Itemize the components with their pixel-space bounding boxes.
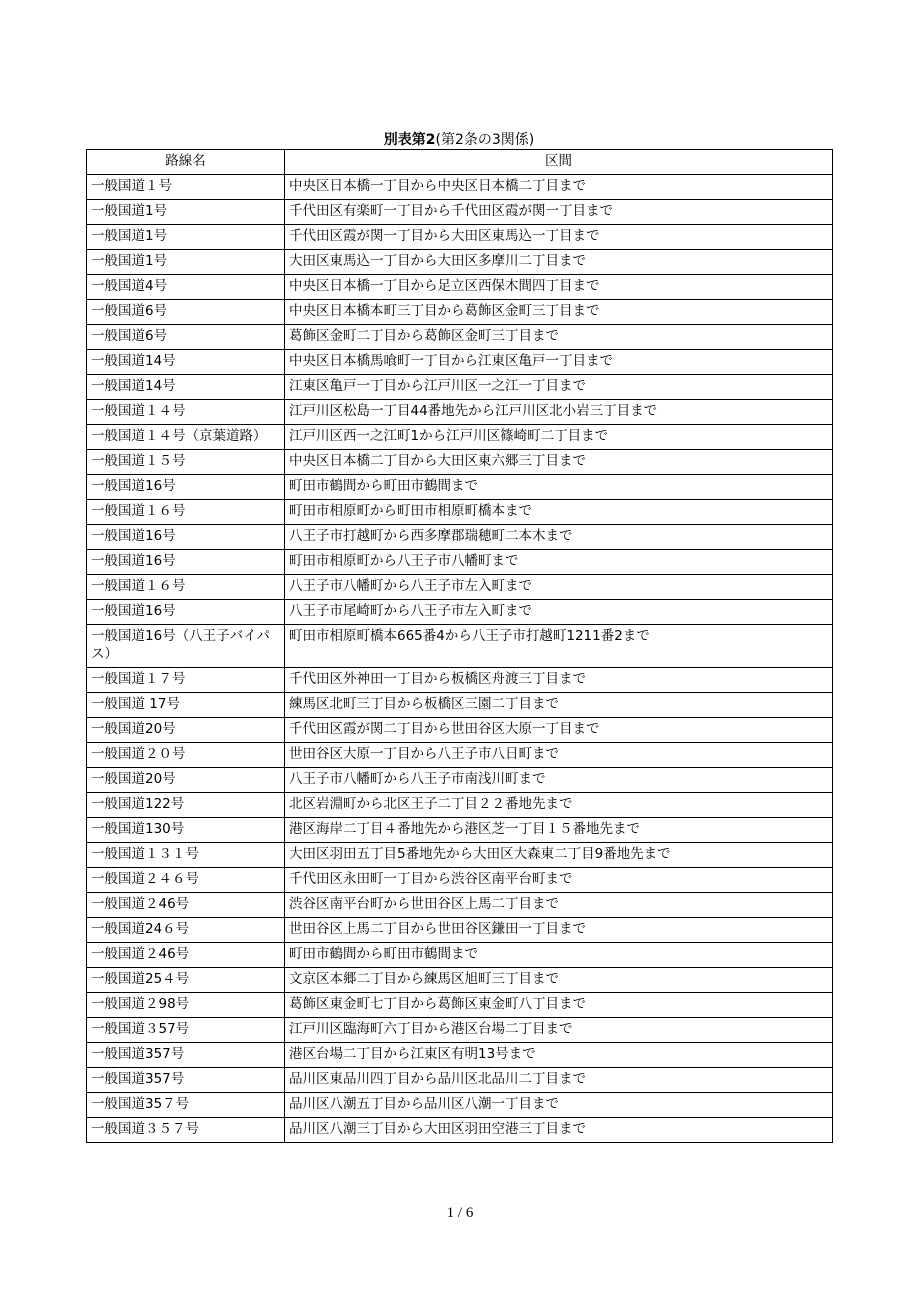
- table-row: [87, 550, 833, 575]
- section-cell: 世田谷区上馬二丁目から世田谷区鎌田一丁目まで: [285, 918, 833, 943]
- section-cell: 中央区日本橋馬喰町一丁目から江東区亀戸一丁目まで: [285, 350, 833, 375]
- section-cell: 港区台場二丁目から江東区有明13号まで: [285, 1043, 833, 1068]
- title-sub: (第2条の3関係): [435, 132, 535, 148]
- section-cell: 中央区日本橋一丁目から足立区西保木間四丁目まで: [285, 275, 833, 300]
- route-name-cell: 一般国道２０号: [87, 743, 285, 768]
- route-name-cell: 一般国道１７号: [87, 668, 285, 693]
- route-name-cell: 一般国道１６号: [87, 575, 285, 600]
- route-name-cell: 一般国道130号: [87, 818, 285, 843]
- section-cell: 八王子市打越町から西多摩郡瑞穂町二本木まで: [285, 525, 833, 550]
- header-section: 区間: [285, 150, 833, 175]
- section-cell: 北区岩淵町から北区王子二丁目２２番地先まで: [285, 793, 833, 818]
- section-cell: 世田谷区大原一丁目から八王子市八日町まで: [285, 743, 833, 768]
- section-cell: 江戸川区松島一丁目44番地先から江戸川区北小岩三丁目まで: [285, 400, 833, 425]
- route-name-cell: 一般国道３57号: [87, 1018, 285, 1043]
- table-row: [87, 693, 833, 718]
- route-name-cell: 一般国道14号: [87, 375, 285, 400]
- route-name-cell: 一般国道35７号: [87, 1093, 285, 1118]
- table-row: [87, 500, 833, 525]
- section-cell: 大田区東馬込一丁目から大田区多摩川二丁目まで: [285, 250, 833, 275]
- route-name-cell: 一般国道357号: [87, 1068, 285, 1093]
- section-cell: 町田市相原町橋本665番4から八王子市打越町1211番2まで: [285, 625, 833, 668]
- route-name-cell: 一般国道6号: [87, 325, 285, 350]
- section-cell: 千代田区永田町一丁目から渋谷区南平台町まで: [285, 868, 833, 893]
- route-name-cell: 一般国道20号: [87, 718, 285, 743]
- section-cell: 町田市鶴間から町田市鶴間まで: [285, 475, 833, 500]
- route-name-cell: 一般国道１６号: [87, 500, 285, 525]
- table-row: [87, 275, 833, 300]
- section-cell: 葛飾区金町二丁目から葛飾区金町三丁目まで: [285, 325, 833, 350]
- route-name-cell: 一般国道20号: [87, 768, 285, 793]
- table-row: [87, 868, 833, 893]
- section-cell: 町田市鶴間から町田市鶴間まで: [285, 943, 833, 968]
- table-row: [87, 175, 833, 200]
- table-row: [87, 225, 833, 250]
- route-name-cell: 一般国道357号: [87, 1043, 285, 1068]
- table-row: [87, 943, 833, 968]
- route-table: [86, 149, 833, 1143]
- table-row: [87, 350, 833, 375]
- table-row: [87, 475, 833, 500]
- route-name-cell: 一般国道6号: [87, 300, 285, 325]
- route-name-cell: 一般国道16号: [87, 475, 285, 500]
- route-name-cell: 一般国道２46号: [87, 893, 285, 918]
- section-cell: 江戸川区西一之江町1から江戸川区篠崎町二丁目まで: [285, 425, 833, 450]
- section-cell: 江東区亀戸一丁目から江戸川区一之江一丁目まで: [285, 375, 833, 400]
- route-name-cell: 一般国道122号: [87, 793, 285, 818]
- section-cell: 中央区日本橋本町三丁目から葛飾区金町三丁目まで: [285, 300, 833, 325]
- route-name-cell: 一般国道16号: [87, 600, 285, 625]
- document-title: [86, 131, 832, 149]
- table-row: [87, 600, 833, 625]
- route-name-cell: 一般国道１４号（京葉道路）: [87, 425, 285, 450]
- section-cell: 町田市相原町から八王子市八幡町まで: [285, 550, 833, 575]
- table-row: [87, 743, 833, 768]
- section-cell: 千代田区有楽町一丁目から千代田区霞が関一丁目まで: [285, 200, 833, 225]
- route-name-cell: 一般国道25４号: [87, 968, 285, 993]
- table-row: [87, 300, 833, 325]
- page-number: 1 / 6: [446, 1205, 474, 1221]
- route-name-cell: 一般国道２46号: [87, 943, 285, 968]
- table-row: [87, 1118, 833, 1143]
- table-row: [87, 1068, 833, 1093]
- route-name-cell: 一般国道１号: [87, 175, 285, 200]
- route-name-cell: 一般国道３５７号: [87, 1118, 285, 1143]
- table-row: [87, 768, 833, 793]
- section-cell: 千代田区霞が関一丁目から大田区東馬込一丁目まで: [285, 225, 833, 250]
- section-cell: 中央区日本橋二丁目から大田区東六郷三丁目まで: [285, 450, 833, 475]
- section-cell: 江戸川区臨海町六丁目から港区台場二丁目まで: [285, 1018, 833, 1043]
- table-row: [87, 425, 833, 450]
- section-cell: 品川区東品川四丁目から品川区北品川二丁目まで: [285, 1068, 833, 1093]
- table-row: [87, 625, 833, 668]
- route-name-cell: 一般国道１３１号: [87, 843, 285, 868]
- section-cell: 文京区本郷二丁目から練馬区旭町三丁目まで: [285, 968, 833, 993]
- table-row: [87, 818, 833, 843]
- route-name-cell: 一般国道１４号: [87, 400, 285, 425]
- route-name-cell: 一般国道２４６号: [87, 868, 285, 893]
- table-row: [87, 250, 833, 275]
- route-name-cell: 一般国道4号: [87, 275, 285, 300]
- table-row: [87, 993, 833, 1018]
- route-name-cell: 一般国道16号（八王子バイパス）: [87, 625, 285, 668]
- table-row: [87, 375, 833, 400]
- section-cell: 葛飾区東金町七丁目から葛飾区東金町八丁目まで: [285, 993, 833, 1018]
- route-name-cell: 一般国道16号: [87, 525, 285, 550]
- table-row: [87, 1043, 833, 1068]
- table-row: [87, 525, 833, 550]
- table-row: [87, 793, 833, 818]
- table-row: [87, 968, 833, 993]
- route-name-cell: 一般国道1号: [87, 225, 285, 250]
- section-cell: 品川区八潮三丁目から大田区羽田空港三丁目まで: [285, 1118, 833, 1143]
- section-cell: 中央区日本橋一丁目から中央区日本橋二丁目まで: [285, 175, 833, 200]
- title-main: 別表第2: [383, 132, 436, 148]
- table-row: [87, 918, 833, 943]
- section-cell: 品川区八潮五丁目から品川区八潮一丁目まで: [285, 1093, 833, 1118]
- section-cell: 港区海岸二丁目４番地先から港区芝一丁目１５番地先まで: [285, 818, 833, 843]
- route-name-cell: 一般国道２98号: [87, 993, 285, 1018]
- route-name-cell: 一般国道 17号: [87, 693, 285, 718]
- table-row: [87, 1093, 833, 1118]
- route-name-cell: 一般国道14号: [87, 350, 285, 375]
- section-cell: 八王子市八幡町から八王子市左入町まで: [285, 575, 833, 600]
- table-row: [87, 1018, 833, 1043]
- section-cell: 練馬区北町三丁目から板橋区三園二丁目まで: [285, 693, 833, 718]
- route-name-cell: 一般国道16号: [87, 550, 285, 575]
- table-row: [87, 575, 833, 600]
- section-cell: 千代田区霞が関二丁目から世田谷区大原一丁目まで: [285, 718, 833, 743]
- table-row: [87, 668, 833, 693]
- table-row: [87, 893, 833, 918]
- section-cell: 渋谷区南平台町から世田谷区上馬二丁目まで: [285, 893, 833, 918]
- table-row: [87, 325, 833, 350]
- table-row: [87, 450, 833, 475]
- table-body: [87, 175, 833, 1143]
- route-name-cell: 一般国道24６号: [87, 918, 285, 943]
- table-row: [87, 843, 833, 868]
- route-name-cell: 一般国道1号: [87, 250, 285, 275]
- section-cell: 大田区羽田五丁目5番地先から大田区大森東二丁目9番地先まで: [285, 843, 833, 868]
- section-cell: 町田市相原町から町田市相原町橋本まで: [285, 500, 833, 525]
- route-name-cell: 一般国道１５号: [87, 450, 285, 475]
- table-row: [87, 718, 833, 743]
- table-header-row: [87, 150, 833, 175]
- table-row: [87, 200, 833, 225]
- section-cell: 八王子市尾崎町から八王子市左入町まで: [285, 600, 833, 625]
- route-name-cell: 一般国道1号: [87, 200, 285, 225]
- section-cell: 千代田区外神田一丁目から板橋区舟渡三丁目まで: [285, 668, 833, 693]
- section-cell: 八王子市八幡町から八王子市南浅川町まで: [285, 768, 833, 793]
- table-row: [87, 400, 833, 425]
- header-route-name: 路線名: [87, 150, 285, 175]
